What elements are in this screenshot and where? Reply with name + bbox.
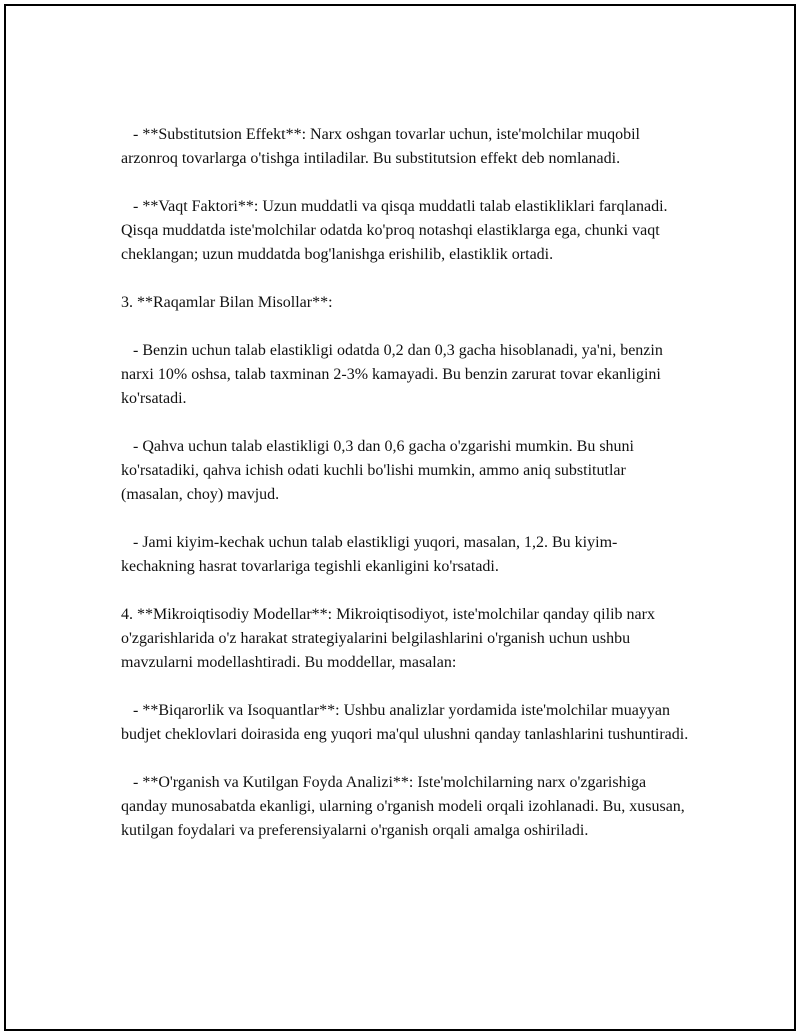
paragraph-clothing-example: - Jami kiyim-kechak uchun talab elastikligi yuqori, masalan, 1,2. Bu kiyim-kechakning hasrat tovarlariga tegishli ekanligini ko'rsatadi. [121,534,618,575]
paragraph-gasoline-example: - Benzin uchun talab elastikligi odatda 0,2 dan 0,3 gacha hisoblanadi, ya'ni, benzin narxi 10% oshsa, talab taxminan 2-3% kamayadi. Bu benzin zarurat tovar ekanligini ko'rsatadi. [121,342,667,407]
paragraph-coffee-example: - Qahva uchun talab elastikligi 0,3 dan 0,6 gacha o'zgarishi mumkin. Bu shuni ko'rsatadiki, qahva ichish odati kuchli bo'lishi mumkin, ammo aniq substitutlar (masalan, choy) mavjud. [121,438,638,503]
paragraph-substitution-effect: - **Substitutsion Effekt**: Narx oshgan tovarlar uchun, iste'molchilar muqobil arzonroq tovarlarga o'tishga intiladilar. Bu substitutsion effekt deb nomlanadi. [121,126,644,167]
heading-examples-with-numbers: 3. **Raqamlar Bilan Misollar**: [121,294,333,311]
paragraph-isoquants: - **Biqarorlik va Isoquantlar**: Ushbu analizlar yordamida iste'molchilar muayyan budjet cheklovlari doirasida eng yuqori ma'qul ulushni qanday tanlashlarini tushuntiradi. [121,702,689,743]
page-frame [4,4,796,1031]
paragraph-time-factor: - **Vaqt Faktori**: Uzun muddatli va qisqa muddatli talab elastikliklari farqlanadi. Qisqa muddatda iste'molchilar odatda ko'proq notashqi elastiklarga ega, chunki vaqt cheklangan; uzun muddatda bog'lanishga erishilib, elastiklik ortadi. [121,198,672,263]
paragraph-expected-utility: - **O'rganish va Kutilgan Foyda Analizi**: Iste'molchilarning narx o'zgarishiga qanday munosabatda ekanligi, ularning o'rganish modeli orqali izohlanadi. Bu, xususan, kutilgan foydalari va preferensiyalarni o'rganish orqali amalga oshiriladi. [121,774,689,839]
paragraph-microeconomic-models: 4. **Mikroiqtisodiy Modellar**: Mikroiqtisodiyot, iste'molchilar qanday qilib narx o'zgarishlarida o'z harakat strategiyalarini belgilashlarini o'rganish uchun ushbu mavzularni modellashtiradi. Bu moddellar, masalan: [121,606,659,671]
document-body [121,123,691,843]
